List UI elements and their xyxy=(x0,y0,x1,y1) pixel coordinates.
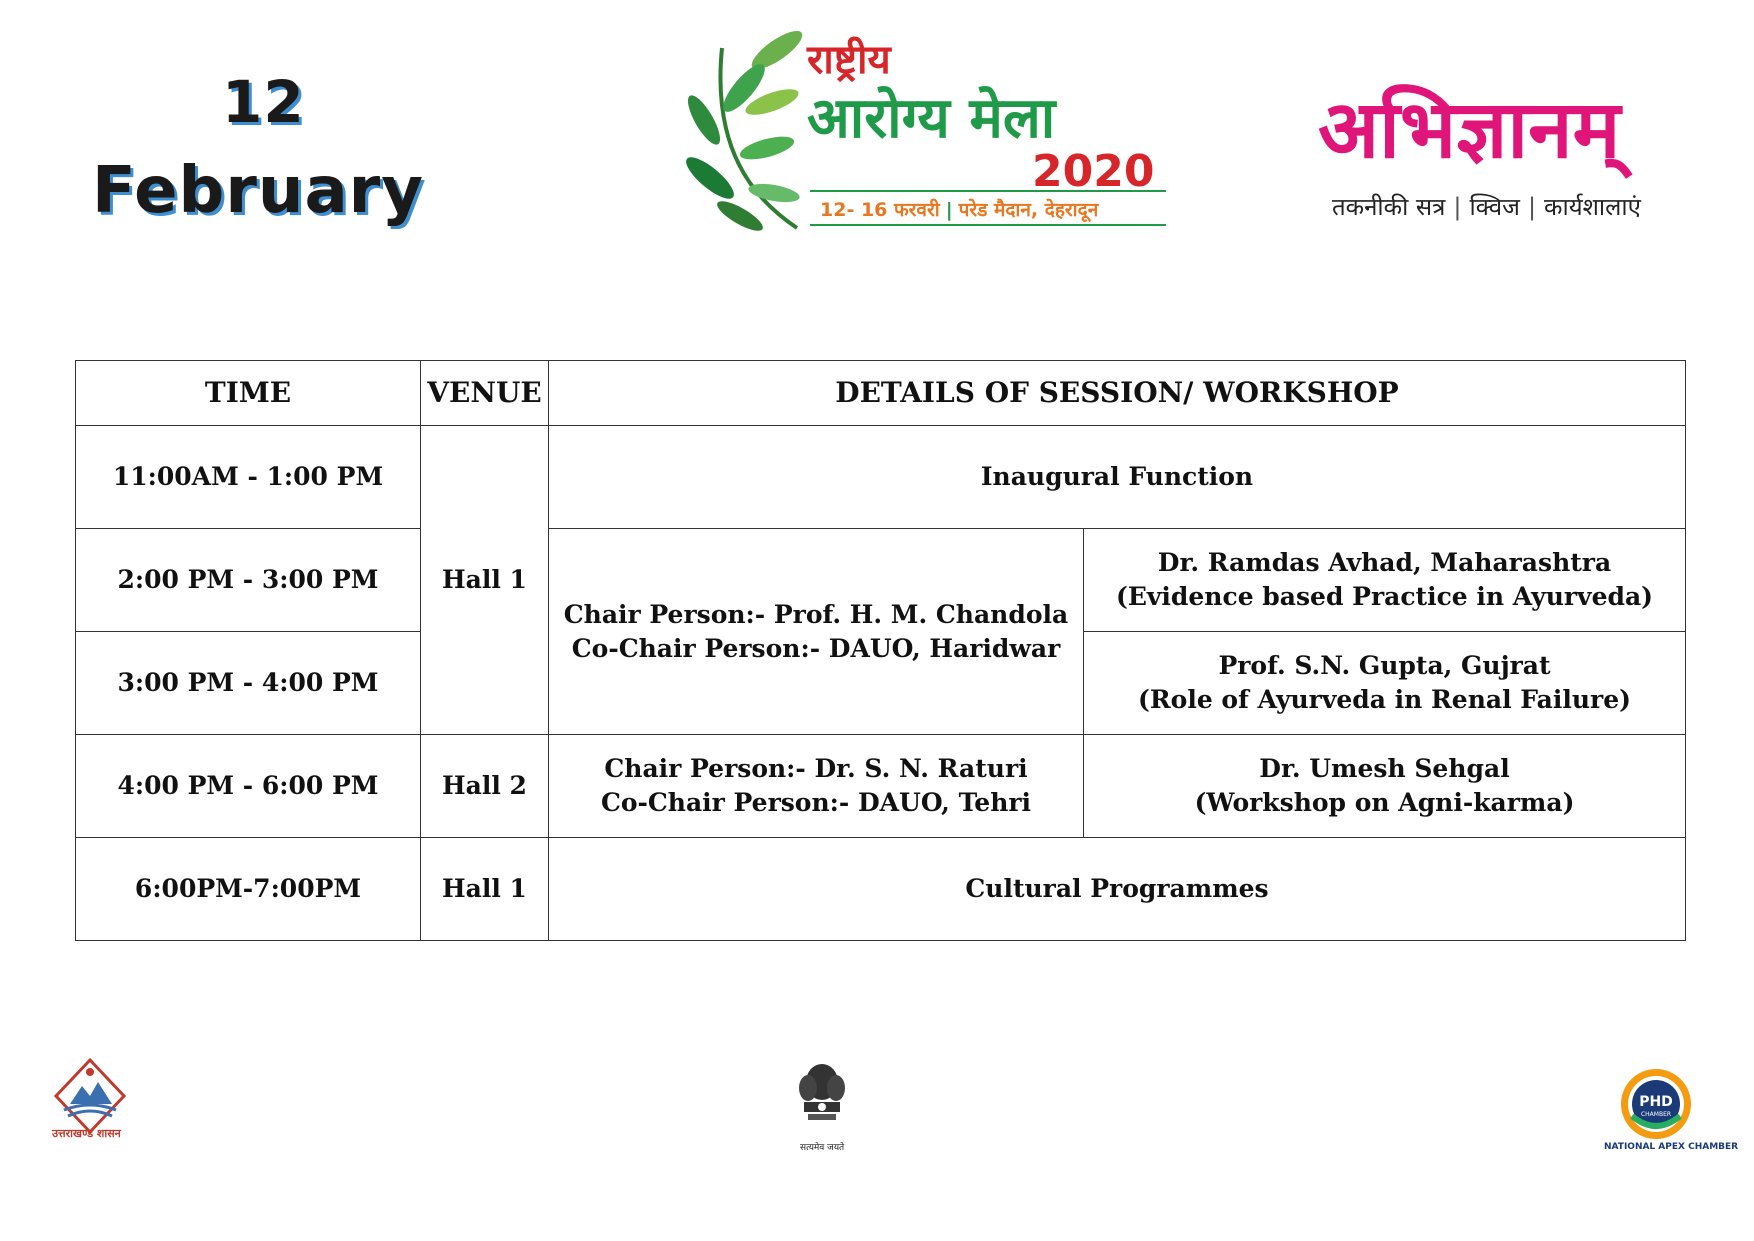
header-time: TIME xyxy=(76,361,421,426)
pipe-separator: | xyxy=(1527,193,1537,221)
chair-line: Chair Person:- Prof. H. M. Chandola xyxy=(563,599,1069,629)
speaker-topic: (Workshop on Agni-karma) xyxy=(1194,788,1575,817)
cell-chair xyxy=(549,735,1084,838)
event-dates xyxy=(820,196,1098,222)
partner-subtitle xyxy=(1332,190,1641,223)
speaker-topic: (Evidence based Practice in Ayurveda) xyxy=(1116,582,1653,611)
header-details: DETAILS OF SESSION/ WORKSHOP xyxy=(549,361,1686,426)
pipe-separator: | xyxy=(1453,193,1462,221)
event-venue-text: परेड मैदान, देहरादून xyxy=(958,199,1099,221)
speaker-name: Dr. Ramdas Avhad, Maharashtra xyxy=(1157,548,1612,577)
cell-venue: Hall 1 xyxy=(421,426,549,735)
partner-subtitle-item: क्विज xyxy=(1469,193,1520,221)
partner-title: अभिज्ञानम् xyxy=(1318,83,1621,176)
event-separator: | xyxy=(945,199,953,221)
co-chair-line: Co-Chair Person:- DAUO, Haridwar xyxy=(571,633,1061,663)
speaker-name: Dr. Umesh Sehgal xyxy=(1259,754,1510,783)
schedule-table xyxy=(75,360,1686,941)
speaker-name: Prof. S.N. Gupta, Gujrat xyxy=(1218,651,1551,680)
table-header-row xyxy=(76,361,1686,426)
phd-chamber-logo-icon xyxy=(1618,1066,1694,1142)
cell-chair xyxy=(549,529,1084,735)
cell-speaker xyxy=(1084,529,1686,632)
partner-logo xyxy=(1318,83,1718,230)
cell-time: 3:00 PM - 4:00 PM xyxy=(76,632,421,735)
national-emblem-icon xyxy=(792,1060,852,1140)
cell-time: 6:00PM-7:00PM xyxy=(76,838,421,941)
satyamev-label: सत्यमेव जयते xyxy=(800,1143,845,1153)
phd-sub: CHAMBER xyxy=(1640,1111,1672,1118)
table-row xyxy=(76,735,1686,838)
cell-details: Inaugural Function xyxy=(549,426,1686,529)
event-title-line2: आरोग्य मेला xyxy=(807,86,1056,151)
partner-subtitle-item: तकनीकी सत्र xyxy=(1332,193,1446,221)
co-chair-line: Co-Chair Person:- DAUO, Tehri xyxy=(600,788,1032,817)
date-day: 12 xyxy=(222,68,305,136)
table-row xyxy=(76,529,1686,632)
phd-label: NATIONAL APEX CHAMBER xyxy=(1604,1142,1739,1152)
event-dates-text: 12- 16 फरवरी xyxy=(820,199,940,221)
event-logo xyxy=(682,28,1172,238)
phd-text: PHD xyxy=(1639,1094,1673,1110)
partner-subtitle-item: कार्यशालाएं xyxy=(1544,193,1641,221)
event-title-line1: राष्ट्रीय xyxy=(807,37,891,83)
cell-time: 4:00 PM - 6:00 PM xyxy=(76,735,421,838)
cell-speaker xyxy=(1084,735,1686,838)
uttarakhand-emblem-icon xyxy=(50,1056,130,1136)
uttarakhand-label: उत्तराखण्ड शासन xyxy=(52,1127,121,1140)
table-row xyxy=(76,838,1686,941)
cell-speaker xyxy=(1084,632,1686,735)
table-row xyxy=(76,426,1686,529)
chair-line: Chair Person:- Dr. S. N. Raturi xyxy=(604,754,1028,783)
cell-venue: Hall 2 xyxy=(421,735,549,838)
event-year: 2020 xyxy=(1032,146,1155,197)
date-month: February xyxy=(92,154,424,228)
header-venue: VENUE xyxy=(421,361,549,426)
cell-time: 2:00 PM - 3:00 PM xyxy=(76,529,421,632)
cell-details: Cultural Programmes xyxy=(549,838,1686,941)
leaf-branch-icon xyxy=(682,28,822,238)
cell-time: 11:00AM - 1:00 PM xyxy=(76,426,421,529)
speaker-topic: (Role of Ayurveda in Renal Failure) xyxy=(1138,685,1631,714)
cell-venue: Hall 1 xyxy=(421,838,549,941)
